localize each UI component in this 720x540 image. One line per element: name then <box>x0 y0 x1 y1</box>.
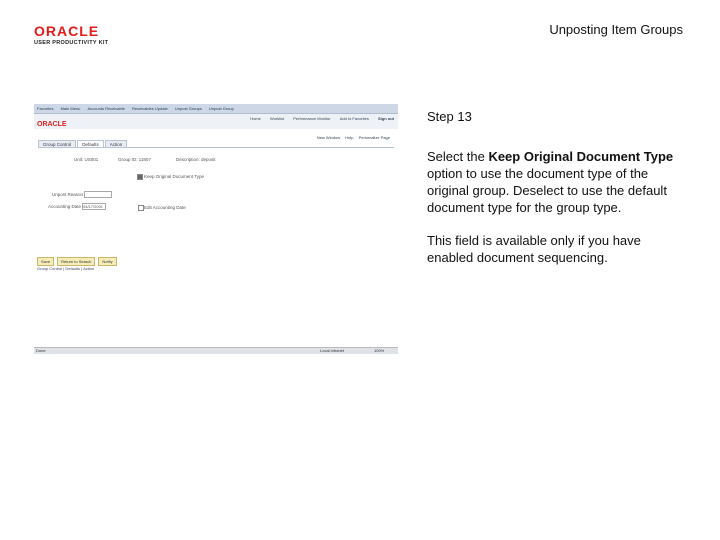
status-text: Done <box>36 348 46 353</box>
tab-action[interactable]: Action <box>105 140 128 148</box>
description-pre: Select the <box>427 149 489 164</box>
nav-item[interactable]: Unpost Groups <box>174 106 202 111</box>
unpost-reason-field[interactable] <box>84 191 112 198</box>
step-description <box>427 148 689 216</box>
nav-item[interactable]: Main Menu <box>60 106 81 111</box>
keep-original-document-type-checkbox[interactable] <box>137 174 143 180</box>
tab-divider <box>38 147 394 148</box>
sign-out-link[interactable]: Sign out <box>378 116 394 121</box>
keep-original-document-type-label: Keep Original Document Type <box>144 174 204 179</box>
description-label: Description: deposit <box>176 157 216 162</box>
favorites-link[interactable]: Add to Favorites <box>339 116 369 121</box>
accounting-date-field[interactable]: 04/17/2001 <box>82 203 106 210</box>
nav-item[interactable]: Favorites <box>37 106 54 111</box>
home-link[interactable]: Home <box>250 116 261 121</box>
group-id-label: Group ID: 11807 <box>118 157 151 162</box>
save-button[interactable]: Save <box>37 257 54 266</box>
unit-label: Unit: US001 <box>74 157 99 162</box>
step-heading: Step 13 <box>427 109 472 124</box>
button-row <box>37 257 120 266</box>
page-title: Unposting Item Groups <box>549 22 683 37</box>
new-window-link[interactable]: New Window <box>316 135 341 140</box>
screenshot-panel <box>34 104 398 353</box>
breadcrumb <box>34 104 398 114</box>
footer-links[interactable]: Group Control | Defaults | Action <box>37 266 95 271</box>
edit-accounting-date-label: Edit Accounting Date <box>144 205 186 210</box>
worklist-link[interactable]: Worklist <box>269 116 285 121</box>
nav-item[interactable]: Accounts Receivable <box>87 106 125 111</box>
status-zone: Local intranet <box>320 348 345 353</box>
tab-defaults[interactable]: Defaults <box>77 140 104 148</box>
logo-subtitle: USER PRODUCTIVITY KIT <box>34 40 109 46</box>
app-logo: ORACLE <box>37 121 67 128</box>
personalize-link[interactable]: Personalize Page <box>358 135 390 140</box>
status-zoom: 100% <box>374 348 385 353</box>
unpost-reason-label: Unpost Reason <box>52 192 84 197</box>
tab-group-control[interactable]: Group Control <box>38 140 76 148</box>
description-bold: Keep Original Document Type <box>488 149 674 164</box>
header-links <box>242 116 394 121</box>
page-links <box>313 135 390 140</box>
notify-button[interactable]: Notify <box>98 257 116 266</box>
status-bar <box>34 347 398 354</box>
oracle-upk-logo <box>34 24 124 46</box>
accounting-date-label: Accounting Date <box>48 204 82 209</box>
return-to-search-button[interactable]: Return to Search <box>57 257 95 266</box>
nav-item[interactable]: Unpost Group <box>208 106 234 111</box>
step-note: This field is available only if you have enabled document sequencing. <box>427 233 641 265</box>
nav-item[interactable]: Receivables Update <box>131 106 168 111</box>
performance-link[interactable]: Performance Monitor <box>293 116 331 121</box>
logo-brand: ORACLE <box>34 23 100 39</box>
description-post: option to use the document type of the original group. Deselect to use the default document type for the group type. <box>427 166 667 215</box>
help-link[interactable]: Help <box>345 135 354 140</box>
